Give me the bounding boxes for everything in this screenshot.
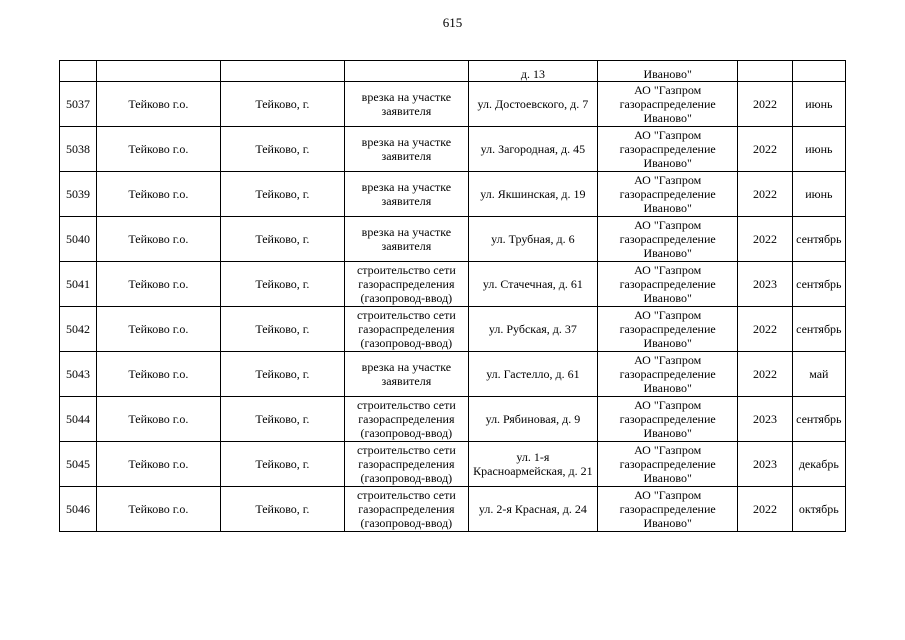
cell-year: 2022 <box>738 487 792 532</box>
cell-organization: АО "Газпром газораспределение Иваново" <box>597 442 737 487</box>
cell-work: строительство сети газораспределения (газопровод-ввод) <box>344 442 468 487</box>
cell-address: ул. Якшинская, д. 19 <box>468 172 597 217</box>
cell-organization: Иваново" <box>597 61 737 82</box>
cell-year: 2023 <box>738 262 792 307</box>
cell-num: 5045 <box>60 442 97 487</box>
cell-work: строительство сети газораспределения (газопровод-ввод) <box>344 307 468 352</box>
cell-municipality <box>96 61 220 82</box>
cell-work <box>344 61 468 82</box>
cell-municipality: Тейково г.о. <box>96 172 220 217</box>
cell-year: 2022 <box>738 217 792 262</box>
cell-address: ул. Рубская, д. 37 <box>468 307 597 352</box>
table-row <box>60 352 846 397</box>
cell-municipality: Тейково г.о. <box>96 82 220 127</box>
table-row <box>60 172 846 217</box>
cell-work: строительство сети газораспределения (газопровод-ввод) <box>344 487 468 532</box>
cell-municipality: Тейково г.о. <box>96 262 220 307</box>
cell-locality: Тейково, г. <box>220 352 344 397</box>
cell-locality: Тейково, г. <box>220 172 344 217</box>
cell-year: 2022 <box>738 172 792 217</box>
table-row <box>60 127 846 172</box>
cell-month: июнь <box>792 172 845 217</box>
table-row <box>60 217 846 262</box>
cell-year: 2022 <box>738 352 792 397</box>
cell-num: 5042 <box>60 307 97 352</box>
cell-num: 5041 <box>60 262 97 307</box>
cell-locality: Тейково, г. <box>220 217 344 262</box>
cell-organization: АО "Газпром газораспределение Иваново" <box>597 352 737 397</box>
cell-year: 2022 <box>738 127 792 172</box>
cell-num: 5043 <box>60 352 97 397</box>
table-row <box>60 397 846 442</box>
cell-municipality: Тейково г.о. <box>96 487 220 532</box>
cell-address: ул. 2-я Красная, д. 24 <box>468 487 597 532</box>
cell-address: ул. Загородная, д. 45 <box>468 127 597 172</box>
cell-month: июнь <box>792 82 845 127</box>
cell-month: октябрь <box>792 487 845 532</box>
page-number: 615 <box>442 15 463 30</box>
cell-organization: АО "Газпром газораспределение Иваново" <box>597 262 737 307</box>
cell-num: 5044 <box>60 397 97 442</box>
cell-month: май <box>792 352 845 397</box>
cell-work: врезка на участке заявителя <box>344 127 468 172</box>
cell-num: 5039 <box>60 172 97 217</box>
cell-num: 5040 <box>60 217 97 262</box>
cell-organization: АО "Газпром газораспределение Иваново" <box>597 127 737 172</box>
cell-month: сентябрь <box>792 307 845 352</box>
cell-num: 5037 <box>60 82 97 127</box>
cell-municipality: Тейково г.о. <box>96 352 220 397</box>
cell-organization: АО "Газпром газораспределение Иваново" <box>597 172 737 217</box>
cell-organization: АО "Газпром газораспределение Иваново" <box>597 82 737 127</box>
cell-locality <box>220 61 344 82</box>
table-row <box>60 262 846 307</box>
continuation-row <box>60 61 846 82</box>
cell-work: врезка на участке заявителя <box>344 172 468 217</box>
cell-work: строительство сети газораспределения (газопровод-ввод) <box>344 262 468 307</box>
cell-month: июнь <box>792 127 845 172</box>
cell-organization: АО "Газпром газораспределение Иваново" <box>597 397 737 442</box>
table-row <box>60 82 846 127</box>
cell-month: сентябрь <box>792 262 845 307</box>
cell-organization: АО "Газпром газораспределение Иваново" <box>597 487 737 532</box>
cell-month: сентябрь <box>792 217 845 262</box>
cell-address: ул. Гастелло, д. 61 <box>468 352 597 397</box>
cell-locality: Тейково, г. <box>220 307 344 352</box>
cell-year: 2023 <box>738 397 792 442</box>
cell-municipality: Тейково г.о. <box>96 217 220 262</box>
cell-locality: Тейково, г. <box>220 127 344 172</box>
cell-address: ул. Стачечная, д. 61 <box>468 262 597 307</box>
cell-num <box>60 61 97 82</box>
cell-locality: Тейково, г. <box>220 487 344 532</box>
table-row <box>60 442 846 487</box>
cell-address: д. 13 <box>468 61 597 82</box>
cell-work: врезка на участке заявителя <box>344 82 468 127</box>
cell-organization: АО "Газпром газораспределение Иваново" <box>597 217 737 262</box>
cell-locality: Тейково, г. <box>220 82 344 127</box>
cell-municipality: Тейково г.о. <box>96 442 220 487</box>
cell-month: сентябрь <box>792 397 845 442</box>
cell-month <box>792 61 845 82</box>
cell-locality: Тейково, г. <box>220 442 344 487</box>
cell-municipality: Тейково г.о. <box>96 397 220 442</box>
cell-municipality: Тейково г.о. <box>96 127 220 172</box>
table-row <box>60 307 846 352</box>
cell-work: врезка на участке заявителя <box>344 352 468 397</box>
cell-year: 2022 <box>738 82 792 127</box>
cell-year: 2023 <box>738 442 792 487</box>
cell-num: 5046 <box>60 487 97 532</box>
cell-work: врезка на участке заявителя <box>344 217 468 262</box>
cell-address: ул. Рябиновая, д. 9 <box>468 397 597 442</box>
table-row <box>60 487 846 532</box>
cell-address: ул. Трубная, д. 6 <box>468 217 597 262</box>
cell-municipality: Тейково г.о. <box>96 307 220 352</box>
cell-year: 2022 <box>738 307 792 352</box>
registry-table <box>59 60 846 532</box>
cell-address: ул. Достоевского, д. 7 <box>468 82 597 127</box>
cell-locality: Тейково, г. <box>220 397 344 442</box>
cell-organization: АО "Газпром газораспределение Иваново" <box>597 307 737 352</box>
cell-year <box>738 61 792 82</box>
cell-work: строительство сети газораспределения (газопровод-ввод) <box>344 397 468 442</box>
cell-locality: Тейково, г. <box>220 262 344 307</box>
cell-month: декабрь <box>792 442 845 487</box>
cell-num: 5038 <box>60 127 97 172</box>
cell-address: ул. 1-я Красноармейская, д. 21 <box>468 442 597 487</box>
